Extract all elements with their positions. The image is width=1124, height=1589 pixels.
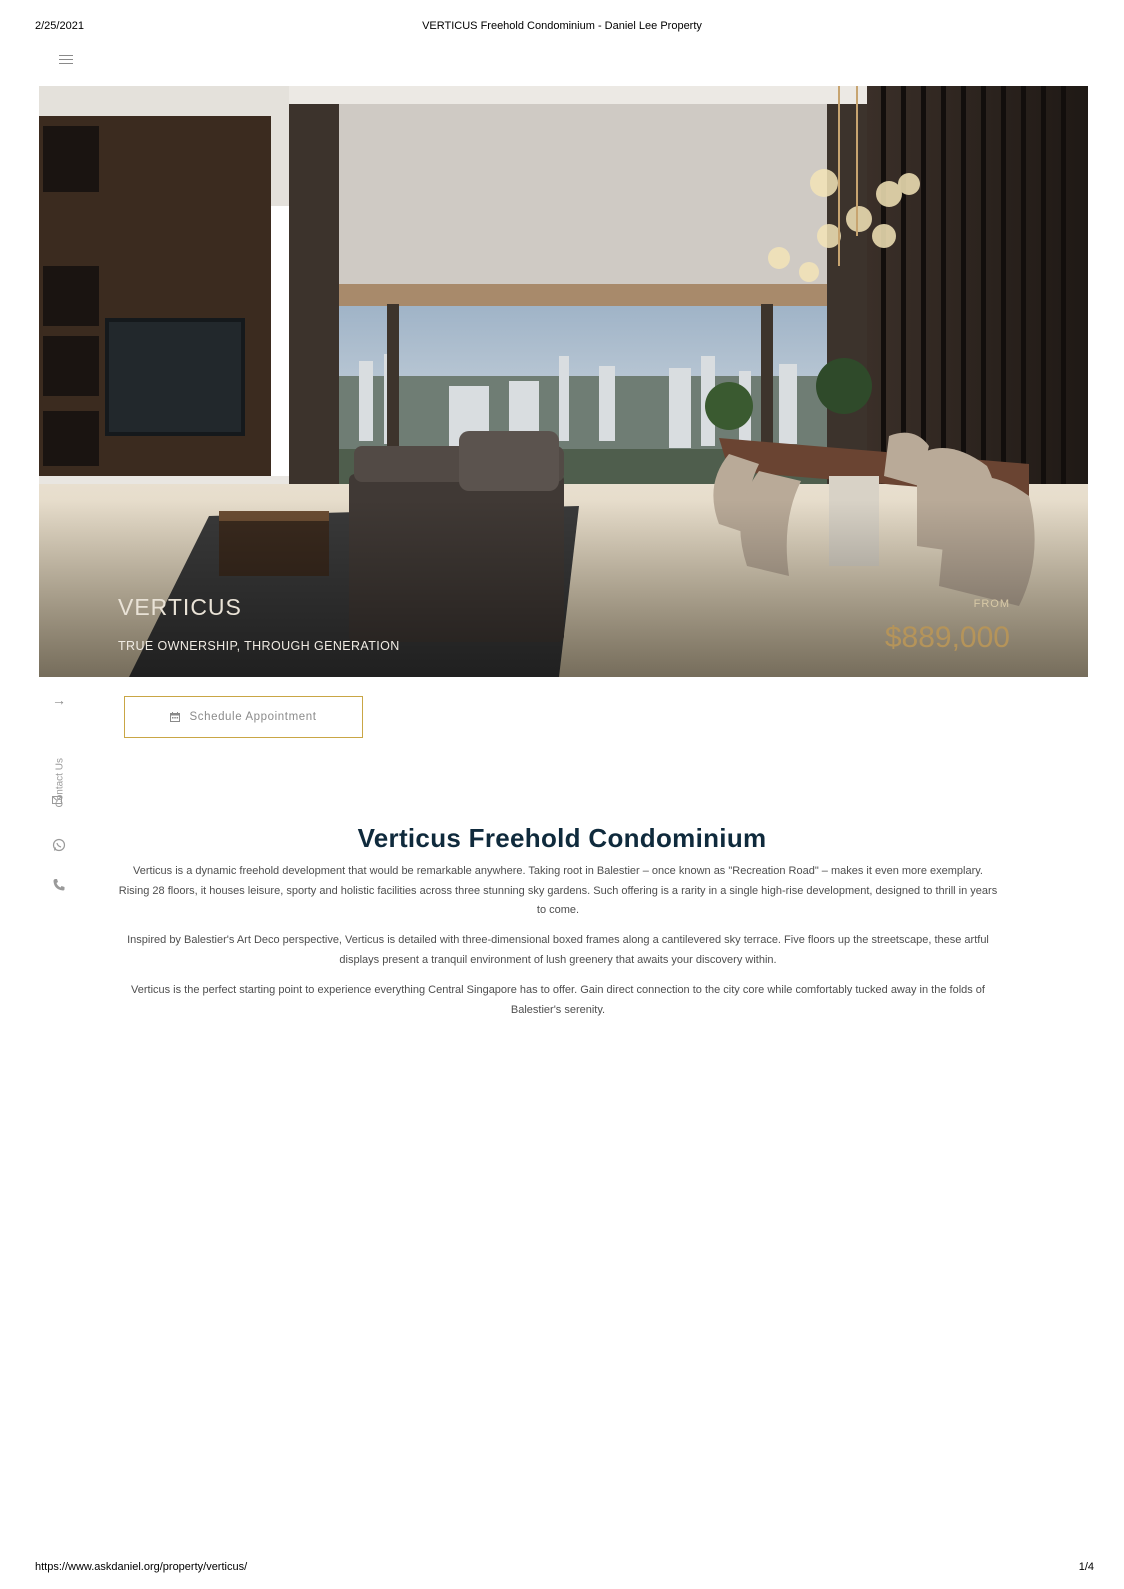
menu-icon[interactable] [59,54,75,66]
arrow-right-icon[interactable]: → [52,692,66,708]
print-header [0,20,1124,36]
description-paragraph: Verticus is a dynamic freehold development that would be remarkable anywhere. Taking root in Balestier – once known as "Recreation Road" – makes it even more exemplary. Rising 28 floors, it houses leisure, sporty and holistic facilities across three stunning sky gardens. Such offering is a rarity in a single high-rise development, designed to thrill in years to come. [118,865,998,917]
hero-image [39,86,1088,677]
schedule-appointment-button[interactable] [124,696,363,738]
hero-tagline: TRUE OWNERSHIP, THROUGH GENERATION [118,639,400,653]
phone-icon[interactable] [52,878,68,894]
description-paragraph: Verticus is the perfect starting point to experience everything Central Singapore has to offer. Gain direct connection to the city core while comfortably tucked away in the folds of Balestier's serenity. [131,984,985,1016]
hero-title: VERTICUS [118,594,242,620]
calendar-icon [170,712,180,722]
contact-us-link[interactable] [50,735,66,808]
hero-banner [39,86,1088,677]
print-page-number: 1/4 [1078,1561,1094,1573]
schedule-appointment-label: Schedule Appointment [189,711,317,723]
hero-price: $889,000 [884,621,1010,654]
print-title: VERTICUS Freehold Condominium - Daniel Lee Property [422,20,702,32]
envelope-icon [52,796,62,804]
price-prefix: FROM [973,598,1010,610]
contact-us-label: Contact Us [54,758,66,808]
description-paragraph: Inspired by Balestier's Art Deco perspective, Verticus is detailed with three-dimensional boxed frames along a cantilevered sky terrace. Five floors up the streetscape, these artful displays present a tranquil environment of lush greenery that awaits your discovery within. [127,934,989,966]
page-title: Verticus Freehold Condominium [357,823,767,853]
print-url: https://www.askdaniel.org/property/verticus/ [35,1561,248,1573]
print-date: 2/25/2021 [35,20,84,32]
